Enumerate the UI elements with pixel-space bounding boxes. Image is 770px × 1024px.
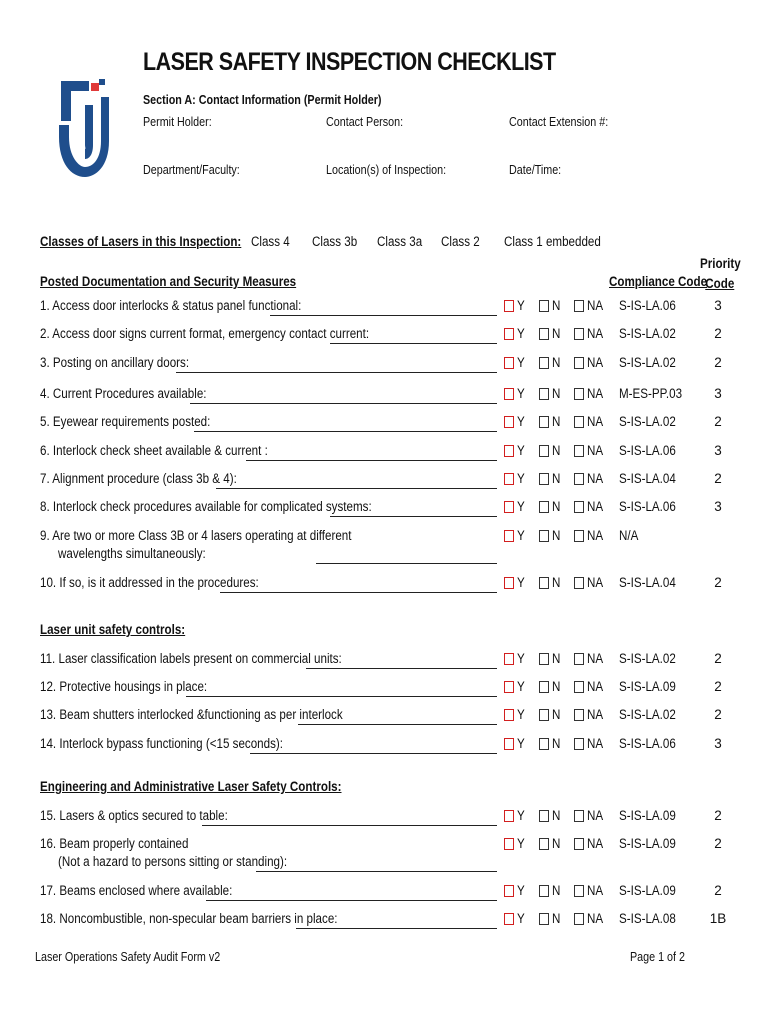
answer-line[interactable]: [330, 343, 497, 344]
checkbox-n[interactable]: [539, 913, 549, 925]
item-question: 5. Eyewear requirements posted:: [40, 414, 211, 429]
answer-line[interactable]: [330, 516, 497, 517]
checkbox-label-na: NA: [587, 326, 604, 341]
checkbox-label-na: NA: [587, 443, 604, 458]
checklist-row: [0, 298, 770, 326]
priority-code: 2: [714, 414, 722, 429]
answer-line[interactable]: [246, 460, 497, 461]
checkbox-label-y: Y: [517, 386, 525, 401]
priority-code: 2: [714, 575, 722, 590]
class-option-2[interactable]: Class 2: [441, 234, 480, 249]
checklist-row: [0, 679, 770, 707]
checkbox-y[interactable]: [504, 328, 514, 340]
priority-code: 2: [714, 707, 722, 722]
compliance-code: S-IS-LA.04: [619, 471, 676, 486]
answer-line[interactable]: [270, 315, 497, 316]
compliance-code: N/A: [619, 528, 639, 543]
checkbox-label-n: N: [552, 326, 561, 341]
checkbox-y[interactable]: [504, 357, 514, 369]
item-question: 7. Alignment procedure (class 3b & 4):: [40, 471, 237, 486]
priority-code: 2: [714, 651, 722, 666]
priority-code: 2: [714, 471, 722, 486]
item-question: 18. Noncombustible, non-specular beam barriers in place:: [40, 911, 338, 926]
checklist-row: [0, 528, 770, 561]
section-heading: Posted Documentation and Security Measures: [40, 274, 297, 289]
compliance-code: M-ES-PP.03: [619, 386, 683, 401]
checkbox-label-n: N: [552, 808, 561, 823]
checkbox-y[interactable]: [504, 501, 514, 513]
department-label: Department/Faculty:: [143, 163, 240, 177]
priority-code: 2: [714, 808, 722, 823]
answer-line[interactable]: [220, 592, 497, 593]
checkbox-na[interactable]: [574, 838, 584, 850]
item-question: 14. Interlock bypass functioning (<15 seconds):: [40, 736, 283, 751]
checkbox-na[interactable]: [574, 328, 584, 340]
checkbox-label-na: NA: [587, 679, 604, 694]
compliance-code: S-IS-LA.09: [619, 883, 676, 898]
answer-line[interactable]: [186, 696, 497, 697]
contact-person-label: Contact Person:: [326, 115, 404, 129]
checkbox-label-n: N: [552, 707, 561, 722]
checkbox-y[interactable]: [504, 653, 514, 665]
checkbox-y[interactable]: [504, 681, 514, 693]
form-name: Laser Operations Safety Audit Form v2: [35, 950, 221, 964]
checkbox-label-n: N: [552, 298, 561, 313]
compliance-code: S-IS-LA.06: [619, 443, 676, 458]
datetime-label: Date/Time:: [509, 163, 562, 177]
checkbox-n[interactable]: [539, 357, 549, 369]
checkbox-na[interactable]: [574, 681, 584, 693]
checkbox-n[interactable]: [539, 416, 549, 428]
checkbox-label-y: Y: [517, 528, 525, 543]
section-a-heading: Section A: Contact Information (Permit Holder): [143, 93, 382, 107]
checkbox-y[interactable]: [504, 530, 514, 542]
item-question-continued: wavelengths simultaneously:: [58, 546, 206, 561]
priority-code: 2: [714, 883, 722, 898]
priority-code: 3: [714, 386, 722, 401]
compliance-code: S-IS-LA.09: [619, 836, 676, 851]
checkbox-label-na: NA: [587, 651, 604, 666]
checkbox-n[interactable]: [539, 653, 549, 665]
answer-line[interactable]: [256, 871, 497, 872]
compliance-code: S-IS-LA.06: [619, 298, 676, 313]
item-question: 16. Beam properly contained: [40, 836, 189, 851]
priority-code: 3: [714, 298, 722, 313]
class-option-4[interactable]: Class 4: [251, 234, 290, 249]
checkbox-n[interactable]: [539, 473, 549, 485]
checkbox-na[interactable]: [574, 738, 584, 750]
item-question: 9. Are two or more Class 3B or 4 lasers operating at different: [40, 528, 352, 543]
checkbox-label-n: N: [552, 386, 561, 401]
compliance-code: S-IS-LA.02: [619, 326, 676, 341]
checkbox-na[interactable]: [574, 913, 584, 925]
checkbox-label-y: Y: [517, 808, 525, 823]
checklist-row: [0, 443, 770, 471]
checkbox-na[interactable]: [574, 501, 584, 513]
compliance-code: S-IS-LA.06: [619, 736, 676, 751]
checkbox-y[interactable]: [504, 445, 514, 457]
checkbox-label-na: NA: [587, 298, 604, 313]
checkbox-label-n: N: [552, 528, 561, 543]
compliance-code: S-IS-LA.09: [619, 679, 676, 694]
item-question: 15. Lasers & optics secured to table:: [40, 808, 228, 823]
checkbox-label-na: NA: [587, 471, 604, 486]
answer-line[interactable]: [306, 668, 497, 669]
checkbox-na[interactable]: [574, 653, 584, 665]
item-question: 6. Interlock check sheet available & current :: [40, 443, 268, 458]
checkbox-label-na: NA: [587, 499, 604, 514]
item-question: 11. Laser classification labels present on commercial units:: [40, 651, 342, 666]
section-heading: Engineering and Administrative Laser Safety Controls:: [40, 779, 342, 794]
checkbox-label-na: NA: [587, 575, 604, 590]
checkbox-y[interactable]: [504, 810, 514, 822]
checklist-row: [0, 707, 770, 735]
checklist-row: [0, 499, 770, 527]
checkbox-y[interactable]: [504, 473, 514, 485]
checkbox-label-na: NA: [587, 414, 604, 429]
checkbox-label-y: Y: [517, 326, 525, 341]
checkbox-n[interactable]: [539, 388, 549, 400]
checklist-row: [0, 836, 770, 869]
priority-code: 2: [714, 355, 722, 370]
checkbox-label-y: Y: [517, 499, 525, 514]
compliance-code: S-IS-LA.02: [619, 414, 676, 429]
checkbox-label-n: N: [552, 651, 561, 666]
priority-code: 1B: [709, 911, 727, 926]
checkbox-label-na: NA: [587, 386, 604, 401]
checkbox-y[interactable]: [504, 709, 514, 721]
location-label: Location(s) of Inspection:: [326, 163, 447, 177]
checklist-row: [0, 651, 770, 679]
checkbox-n[interactable]: [539, 501, 549, 513]
checkbox-label-y: Y: [517, 471, 525, 486]
checkbox-label-y: Y: [517, 736, 525, 751]
checkbox-na[interactable]: [574, 885, 584, 897]
answer-line[interactable]: [194, 431, 497, 432]
answer-line[interactable]: [216, 488, 497, 489]
checkbox-na[interactable]: [574, 530, 584, 542]
checklist-row: [0, 355, 770, 383]
checkbox-label-n: N: [552, 836, 561, 851]
checkbox-label-y: Y: [517, 911, 525, 926]
checkbox-n[interactable]: [539, 738, 549, 750]
checkbox-y[interactable]: [504, 416, 514, 428]
checkbox-na[interactable]: [574, 473, 584, 485]
checkbox-label-y: Y: [517, 443, 525, 458]
item-question: 12. Protective housings in place:: [40, 679, 208, 694]
checkbox-n[interactable]: [539, 885, 549, 897]
checkbox-label-na: NA: [587, 911, 604, 926]
checkbox-label-n: N: [552, 414, 561, 429]
checkbox-na[interactable]: [574, 388, 584, 400]
checkbox-label-n: N: [552, 679, 561, 694]
checkbox-n[interactable]: [539, 328, 549, 340]
checkbox-label-y: Y: [517, 414, 525, 429]
answer-line[interactable]: [176, 372, 497, 373]
answer-line[interactable]: [298, 724, 497, 725]
checklist-row: [0, 575, 770, 603]
checkbox-na[interactable]: [574, 577, 584, 589]
checkbox-label-na: NA: [587, 355, 604, 370]
checkbox-na[interactable]: [574, 300, 584, 312]
checkbox-label-na: NA: [587, 707, 604, 722]
classes-label: Classes of Lasers in this Inspection:: [40, 234, 242, 249]
checkbox-label-n: N: [552, 911, 561, 926]
item-question-continued: (Not a hazard to persons sitting or standing):: [58, 854, 288, 869]
checkbox-label-y: Y: [517, 679, 525, 694]
checklist-row: [0, 326, 770, 354]
checkbox-na[interactable]: [574, 416, 584, 428]
checkbox-na[interactable]: [574, 445, 584, 457]
compliance-code: S-IS-LA.02: [619, 707, 676, 722]
checklist-row: [0, 471, 770, 499]
class-option-3a[interactable]: Class 3a: [377, 234, 423, 249]
checkbox-label-n: N: [552, 355, 561, 370]
checkbox-n[interactable]: [539, 709, 549, 721]
checkbox-y[interactable]: [504, 300, 514, 312]
checkbox-na[interactable]: [574, 810, 584, 822]
section-heading: Laser unit safety controls:: [40, 622, 186, 637]
checklist-row: [0, 414, 770, 442]
checkbox-label-n: N: [552, 883, 561, 898]
compliance-code: S-IS-LA.08: [619, 911, 676, 926]
checkbox-na[interactable]: [574, 357, 584, 369]
item-question: 10. If so, is it addressed in the procedures:: [40, 575, 259, 590]
university-logo-icon: [55, 75, 111, 179]
checklist-row: [0, 386, 770, 414]
contact-extension-label: Contact Extension #:: [509, 115, 609, 129]
compliance-code: S-IS-LA.02: [619, 355, 676, 370]
priority-code: 2: [714, 326, 722, 341]
checkbox-label-na: NA: [587, 736, 604, 751]
checkbox-label-y: Y: [517, 355, 525, 370]
checkbox-label-n: N: [552, 575, 561, 590]
checkbox-label-na: NA: [587, 528, 604, 543]
item-question: 17. Beams enclosed where available:: [40, 883, 233, 898]
priority-code: 2: [714, 679, 722, 694]
answer-line[interactable]: [250, 753, 497, 754]
compliance-code: S-IS-LA.04: [619, 575, 676, 590]
checkbox-na[interactable]: [574, 709, 584, 721]
answer-line[interactable]: [296, 928, 497, 929]
checklist-row: [0, 808, 770, 836]
checkbox-label-n: N: [552, 736, 561, 751]
checkbox-n[interactable]: [539, 577, 549, 589]
answer-line[interactable]: [316, 563, 497, 564]
item-question: 3. Posting on ancillary doors:: [40, 355, 190, 370]
checklist-row: [0, 883, 770, 911]
checklist-row: [0, 911, 770, 939]
compliance-code: S-IS-LA.02: [619, 651, 676, 666]
priority-code: 3: [714, 499, 722, 514]
checkbox-n[interactable]: [539, 300, 549, 312]
checkbox-label-n: N: [552, 471, 561, 486]
checkbox-n[interactable]: [539, 838, 549, 850]
answer-line[interactable]: [202, 825, 497, 826]
checkbox-label-y: Y: [517, 575, 525, 590]
priority-code: 2: [714, 836, 722, 851]
class-option-1-embedded[interactable]: Class 1 embedded: [504, 234, 601, 249]
priority-code: 3: [714, 736, 722, 751]
checkbox-y[interactable]: [504, 838, 514, 850]
checkbox-y[interactable]: [504, 388, 514, 400]
checkbox-label-na: NA: [587, 808, 604, 823]
checkbox-y[interactable]: [504, 738, 514, 750]
compliance-code: S-IS-LA.09: [619, 808, 676, 823]
page-number: Page 1 of 2: [630, 950, 685, 964]
checklist-row: [0, 736, 770, 764]
checkbox-label-na: NA: [587, 883, 604, 898]
answer-line[interactable]: [206, 900, 497, 901]
checkbox-label-na: NA: [587, 836, 604, 851]
checkbox-label-y: Y: [517, 883, 525, 898]
checkbox-n[interactable]: [539, 810, 549, 822]
priority-header-line1: Priority: [700, 256, 741, 271]
permit-holder-label: Permit Holder:: [143, 115, 212, 129]
item-question: 13. Beam shutters interlocked &functioning as per interlock: [40, 707, 343, 722]
checkbox-y[interactable]: [504, 885, 514, 897]
checkbox-label-n: N: [552, 499, 561, 514]
page-title: LASER SAFETY INSPECTION CHECKLIST: [143, 48, 556, 76]
priority-header-line2: Code: [705, 276, 735, 291]
checkbox-n[interactable]: [539, 681, 549, 693]
checkbox-y[interactable]: [504, 577, 514, 589]
compliance-code-header: Compliance Code: [609, 274, 708, 289]
compliance-code: S-IS-LA.06: [619, 499, 676, 514]
checkbox-label-y: Y: [517, 707, 525, 722]
priority-code: 3: [714, 443, 722, 458]
checkbox-label-y: Y: [517, 651, 525, 666]
answer-line[interactable]: [190, 403, 497, 404]
checkbox-label-y: Y: [517, 836, 525, 851]
item-question: 8. Interlock check procedures available for complicated systems:: [40, 499, 372, 514]
item-question: 2. Access door signs current format, emergency contact current:: [40, 326, 370, 341]
checkbox-label-y: Y: [517, 298, 525, 313]
checkbox-label-n: N: [552, 443, 561, 458]
class-option-3b[interactable]: Class 3b: [312, 234, 358, 249]
checkbox-n[interactable]: [539, 445, 549, 457]
checkbox-n[interactable]: [539, 530, 549, 542]
item-question: 4. Current Procedures available:: [40, 386, 207, 401]
checkbox-y[interactable]: [504, 913, 514, 925]
item-question: 1. Access door interlocks & status panel functional:: [40, 298, 302, 313]
